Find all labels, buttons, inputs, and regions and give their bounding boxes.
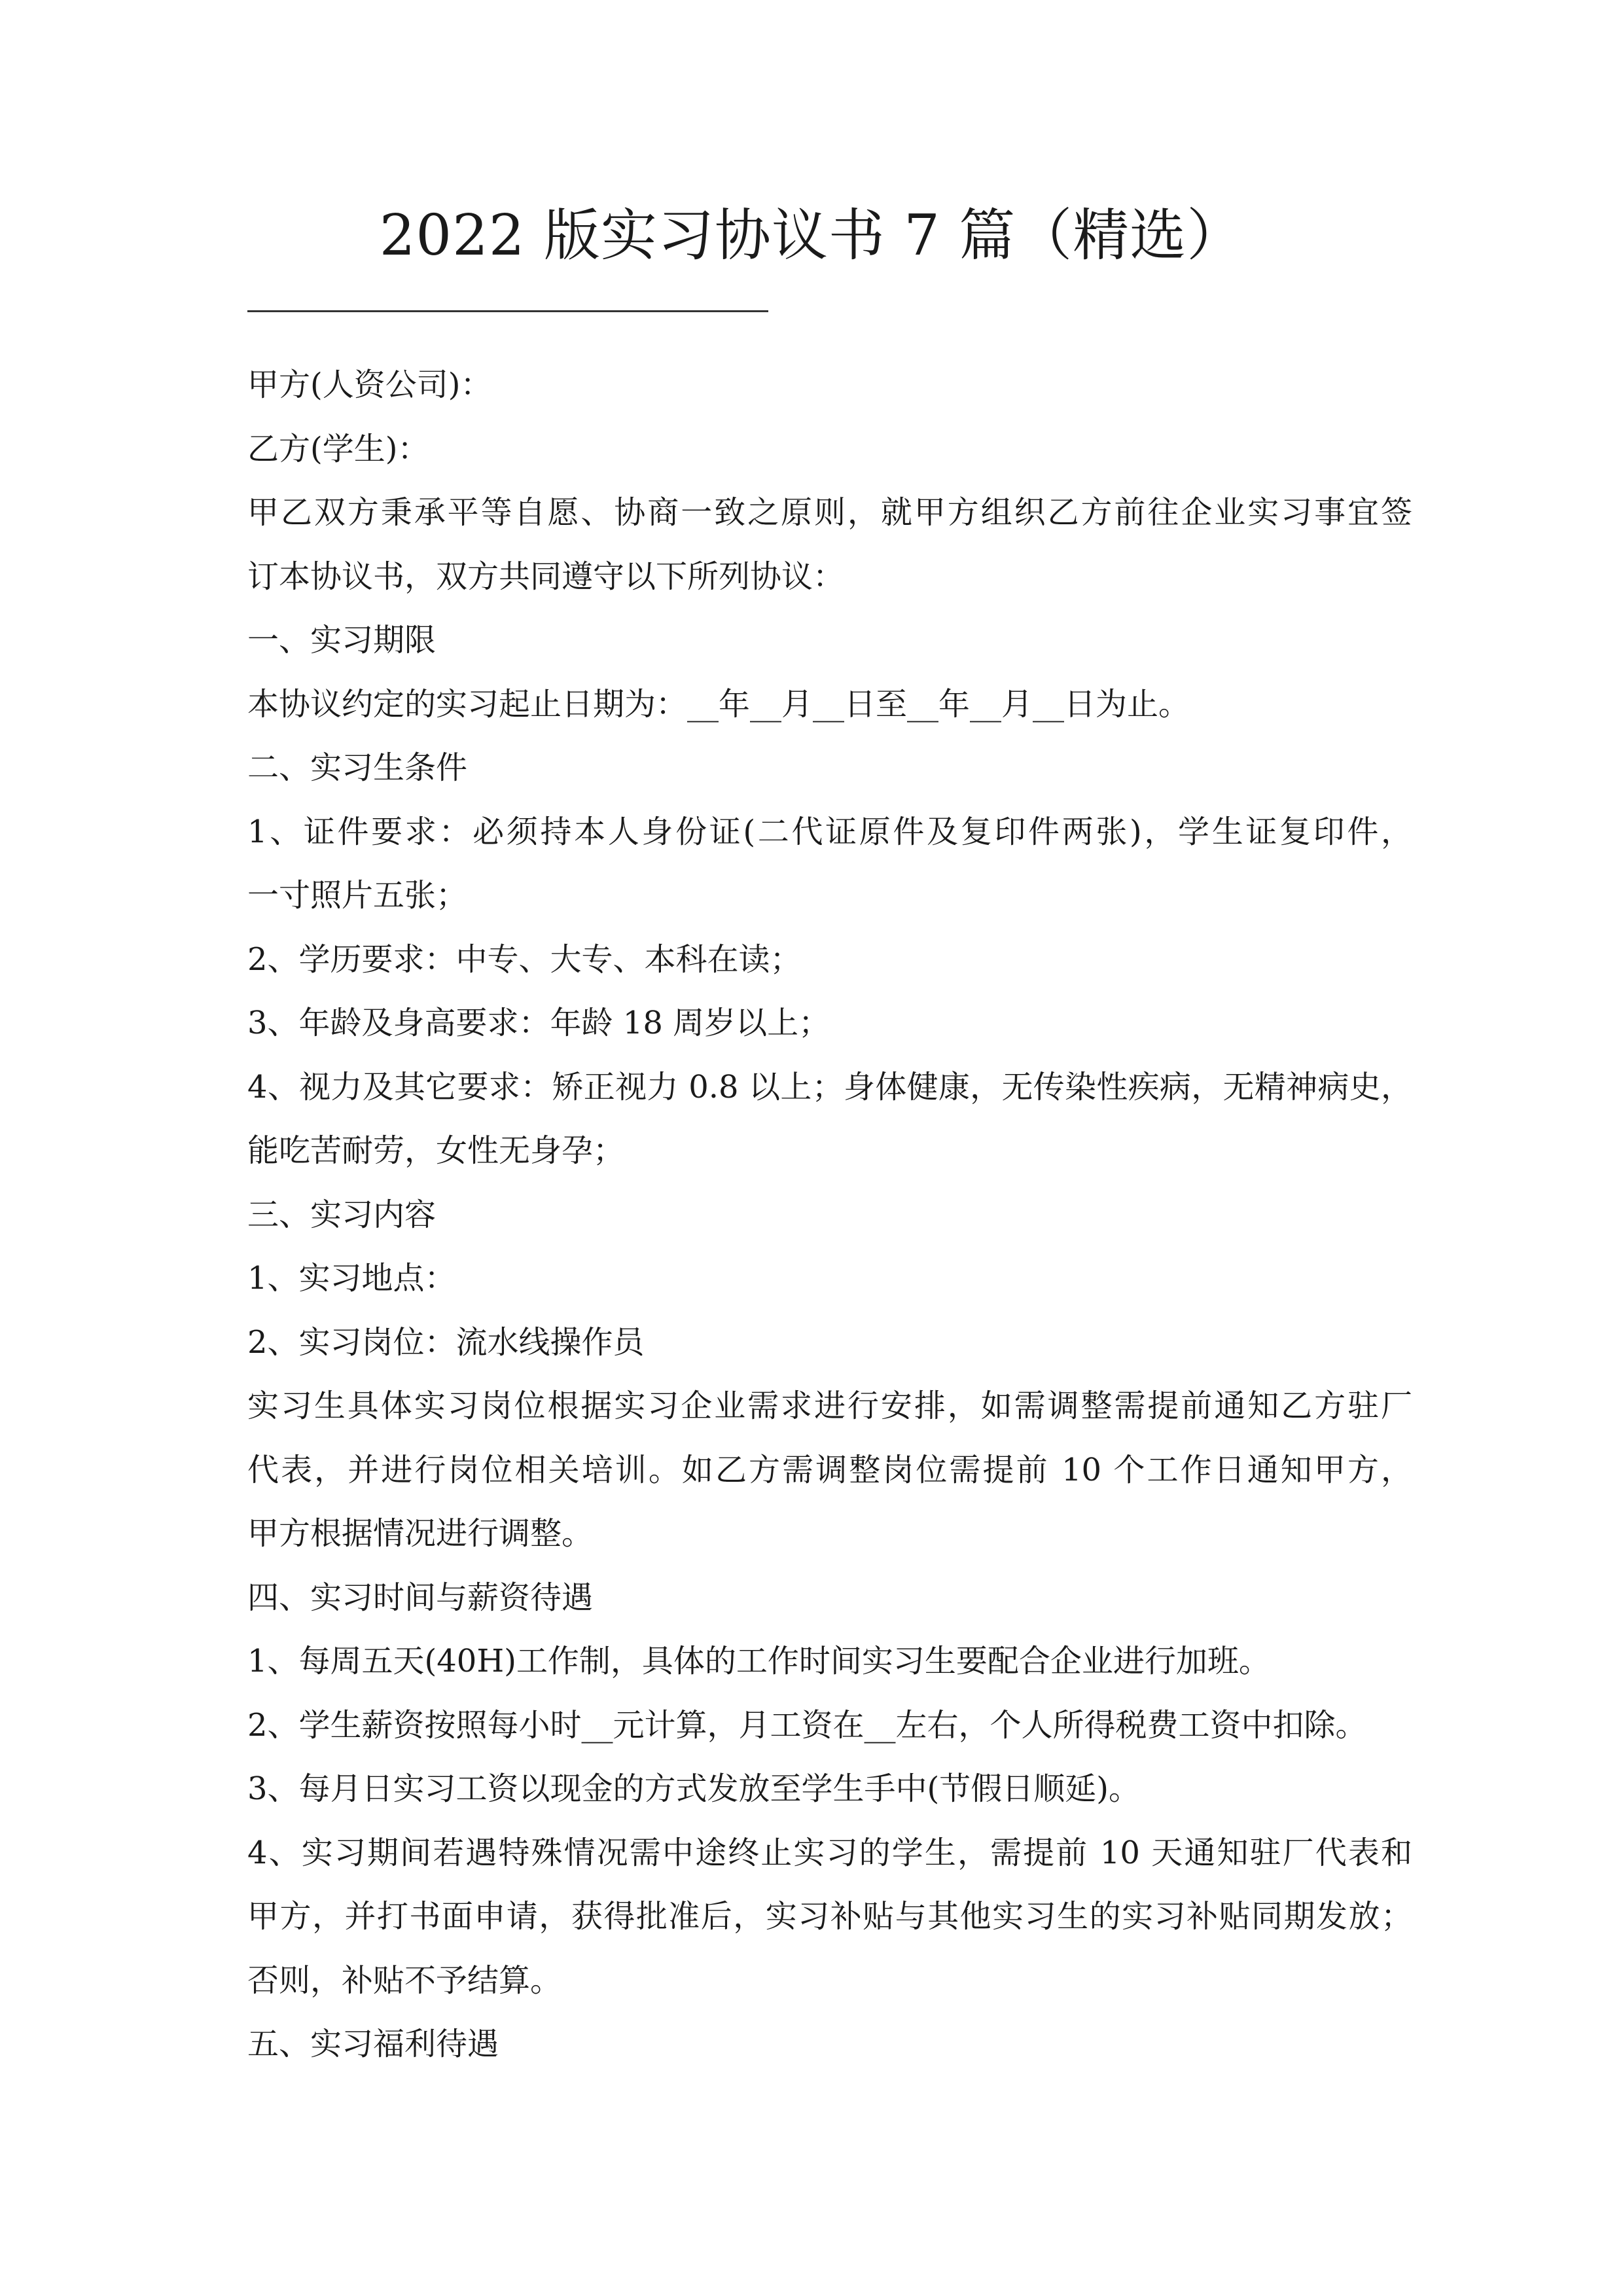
text-line: 甲方根据情况进行调整。: [247, 1515, 594, 1552]
text-line: 1、证件要求：必须持本人身份证(二代证原件及复印件两张)，学生证复印件，: [247, 813, 1412, 850]
text-line: 1、实习地点：: [247, 1260, 456, 1297]
text-line: 4、实习期间若遇特殊情况需中途终止实习的学生，需提前 10 天通知驻厂代表和: [247, 1834, 1412, 1871]
text-line: 甲乙双方秉承平等自愿、协商一致之原则，就甲方组织乙方前往企业实习事宜签: [247, 494, 1412, 531]
text-line: 甲方(人资公司)：: [247, 367, 492, 403]
title-underline: [247, 310, 768, 312]
section-heading: 一、实习期限: [247, 622, 437, 658]
text-line: 代表，并进行岗位相关培训。如乙方需调整岗位需提前 10 个工作日通知甲方，: [247, 1451, 1412, 1488]
text-line: 1、每周五天(40H)工作制，具体的工作时间实习生要配合企业进行加班。: [247, 1643, 1270, 1679]
document-title: 2022 版实习协议书 7 篇（精选）: [379, 203, 1244, 268]
section-heading: 三、实习内容: [247, 1196, 437, 1233]
text-line: 3、年龄及身高要求：年龄 18 周岁以上；: [247, 1005, 830, 1041]
text-line: 3、每月日实习工资以现金的方式发放至学生手中(节假日顺延)。: [247, 1770, 1140, 1807]
text-line: 4、视力及其它要求：矫正视力 0.8 以上；身体健康，无传染性疾病，无精神病史，: [247, 1068, 1412, 1105]
text-line: 甲方，并打书面申请，获得批准后，实习补贴与其他实习生的实习补贴同期发放；: [247, 1898, 1412, 1935]
section-heading: 五、实习福利待遇: [247, 2026, 499, 2062]
document-body: [247, 353, 1412, 2077]
text-line: 能吃苦耐劳，女性无身孕；: [247, 1132, 625, 1169]
text-line: 本协议约定的实习起止日期为：__年__月__日至__年__月__日为止。: [247, 685, 1190, 723]
text-line: 2、实习岗位：流水线操作员: [247, 1323, 645, 1361]
text-line: 乙方(学生)：: [247, 430, 429, 467]
text-line: 否则，补贴不予结算。: [247, 1962, 562, 1999]
text-line: 实习生具体实习岗位根据实习企业需求进行安排，如需调整需提前通知乙方驻厂: [247, 1388, 1412, 1424]
text-line: 订本协议书，双方共同遵守以下所列协议：: [247, 558, 845, 595]
section-heading: 四、实习时间与薪资待遇: [247, 1579, 594, 1616]
section-heading: 二、实习生条件: [247, 749, 468, 786]
text-line: 2、学历要求：中专、大专、本科在读；: [247, 941, 802, 978]
text-line: 2、学生薪资按照每小时__元计算，月工资在__左右，个人所得税费工资中扣除。: [247, 1706, 1367, 1744]
text-line: 一寸照片五张；: [247, 877, 468, 914]
